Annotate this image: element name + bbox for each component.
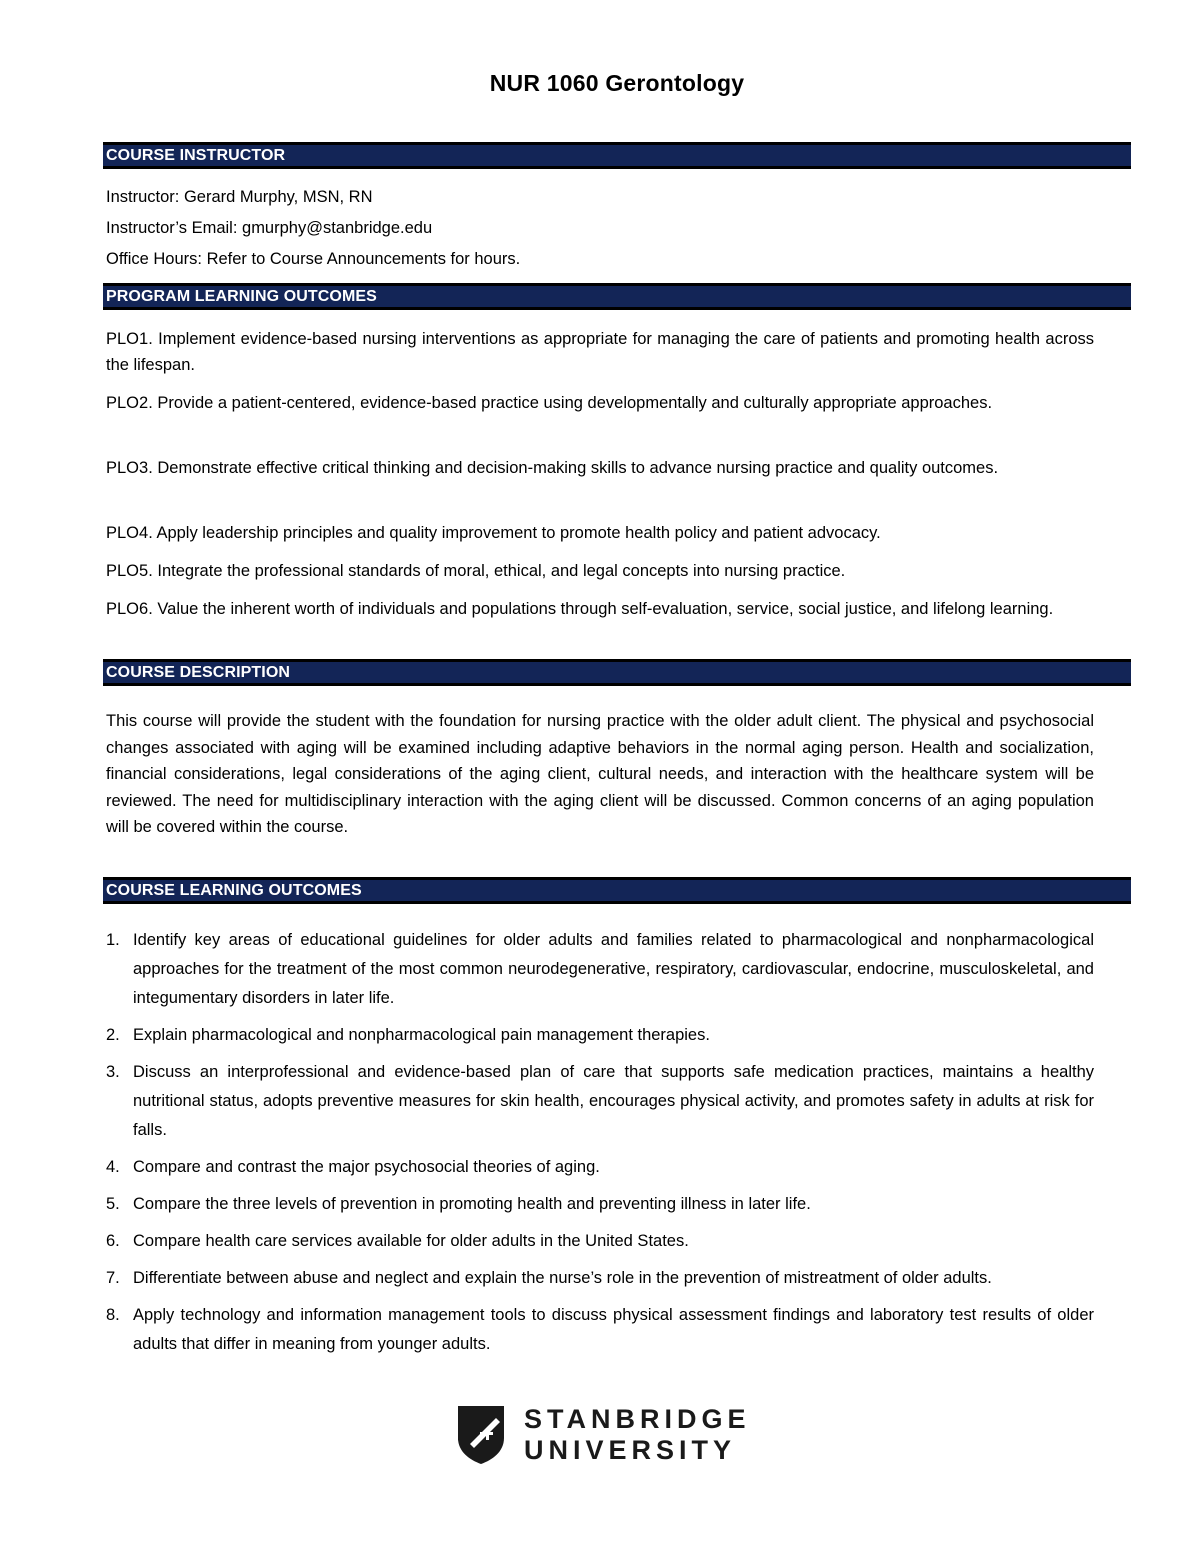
item-text: Explain pharmacological and nonpharmacological pain management therapies. bbox=[133, 1026, 710, 1044]
item-number: 2. bbox=[106, 1026, 120, 1044]
office-hours: Office Hours: Refer to Course Announcements for hours. bbox=[106, 250, 521, 268]
item-number: 5. bbox=[106, 1195, 120, 1213]
plo-item: PLO6. Value the inherent worth of individuals and populations through self-evaluation, service, social justice, and lifelong learning. bbox=[106, 600, 1054, 618]
item-number: 7. bbox=[106, 1269, 120, 1287]
logo-line-2: UNIVERSITY bbox=[524, 1435, 737, 1465]
course-learning-outcomes-list bbox=[103, 926, 1094, 1367]
item-number: 6. bbox=[106, 1232, 120, 1250]
plo-item: PLO4. Apply leadership principles and quality improvement to promote health policy and patient advocacy. bbox=[106, 524, 881, 542]
item-text: Differentiate between abuse and neglect and explain the nurse’s role in the prevention of mistreatment of older adults. bbox=[133, 1269, 992, 1287]
course-description-text: This course will provide the student with the foundation for nursing practice with the older adult client. The physical and psychosocial changes associated with aging will be examined including adaptive behaviors in the normal aging person. Health and socialization, financial considerations, legal considerations of the aging client, cultural needs, and interaction with the healthcare system will be reviewed. The need for multidisciplinary interaction with the aging client will be discussed. Common concerns of an aging population will be covered within the course. bbox=[106, 712, 1094, 836]
section-header-course-learning-outcomes bbox=[103, 877, 1131, 904]
plo-item: PLO2. Provide a patient-centered, evidence-based practice using developmentally and culturally appropriate approaches. bbox=[106, 394, 993, 412]
item-text: Compare health care services available for older adults in the United States. bbox=[133, 1232, 689, 1250]
item-number: 3. bbox=[106, 1063, 120, 1081]
section-heading: COURSE DESCRIPTION bbox=[106, 663, 291, 681]
section-heading: COURSE LEARNING OUTCOMES bbox=[106, 881, 362, 899]
item-number: 8. bbox=[106, 1306, 120, 1324]
list-item bbox=[103, 1227, 1094, 1256]
item-number: 1. bbox=[106, 931, 120, 949]
item-text: Compare and contrast the major psychosocial theories of aging. bbox=[133, 1158, 600, 1176]
list-item bbox=[103, 926, 1094, 1013]
plo-item: PLO1. Implement evidence-based nursing interventions as appropriate for managing the care of patients and promoting health across the lifespan. bbox=[106, 330, 1094, 374]
section-heading: COURSE INSTRUCTOR bbox=[106, 146, 286, 164]
list-item bbox=[103, 1021, 1094, 1050]
section-header-course-instructor bbox=[103, 142, 1131, 169]
section-header-program-learning-outcomes bbox=[103, 283, 1131, 310]
list-item bbox=[103, 1153, 1094, 1182]
instructor-email: Instructor’s Email: gmurphy@stanbridge.edu bbox=[106, 219, 433, 237]
list-item bbox=[103, 1058, 1094, 1145]
item-text: Apply technology and information management tools to discuss physical assessment findings and laboratory test results of older adults that differ in meaning from younger adults. bbox=[133, 1306, 1094, 1353]
logo-line-1: STANBRIDGE bbox=[524, 1404, 751, 1434]
stanbridge-logo bbox=[456, 1400, 756, 1470]
logo-wordmark bbox=[524, 1404, 751, 1466]
list-item bbox=[103, 1301, 1094, 1359]
instructor-name: Instructor: Gerard Murphy, MSN, RN bbox=[106, 188, 373, 206]
item-text: Identify key areas of educational guidelines for older adults and families related to pharmacological and nonpharmacological approaches for the treatment of the most common neurodegenerative, respiratory, cardiovascular, endocrine, musculoskeletal, and integumentary disorders in later life. bbox=[133, 931, 1094, 1007]
section-header-course-description bbox=[103, 659, 1131, 686]
stanbridge-shield-icon bbox=[456, 1404, 506, 1466]
plo-item: PLO5. Integrate the professional standards of moral, ethical, and legal concepts into nursing practice. bbox=[106, 562, 846, 580]
item-text: Compare the three levels of prevention in promoting health and preventing illness in later life. bbox=[133, 1195, 811, 1213]
page-title: NUR 1060 Gerontology bbox=[489, 70, 745, 96]
plo-item: PLO3. Demonstrate effective critical thinking and decision-making skills to advance nursing practice and quality outcomes. bbox=[106, 459, 999, 477]
list-item bbox=[103, 1264, 1094, 1293]
list-item bbox=[103, 1190, 1094, 1219]
item-text: Discuss an interprofessional and evidence-based plan of care that supports safe medication practices, maintains a healthy nutritional status, adopts preventive measures for skin health, encourages physical activity, and promotes safety in adults at risk for falls. bbox=[133, 1063, 1094, 1139]
section-heading: PROGRAM LEARNING OUTCOMES bbox=[106, 287, 377, 305]
item-number: 4. bbox=[106, 1158, 120, 1176]
